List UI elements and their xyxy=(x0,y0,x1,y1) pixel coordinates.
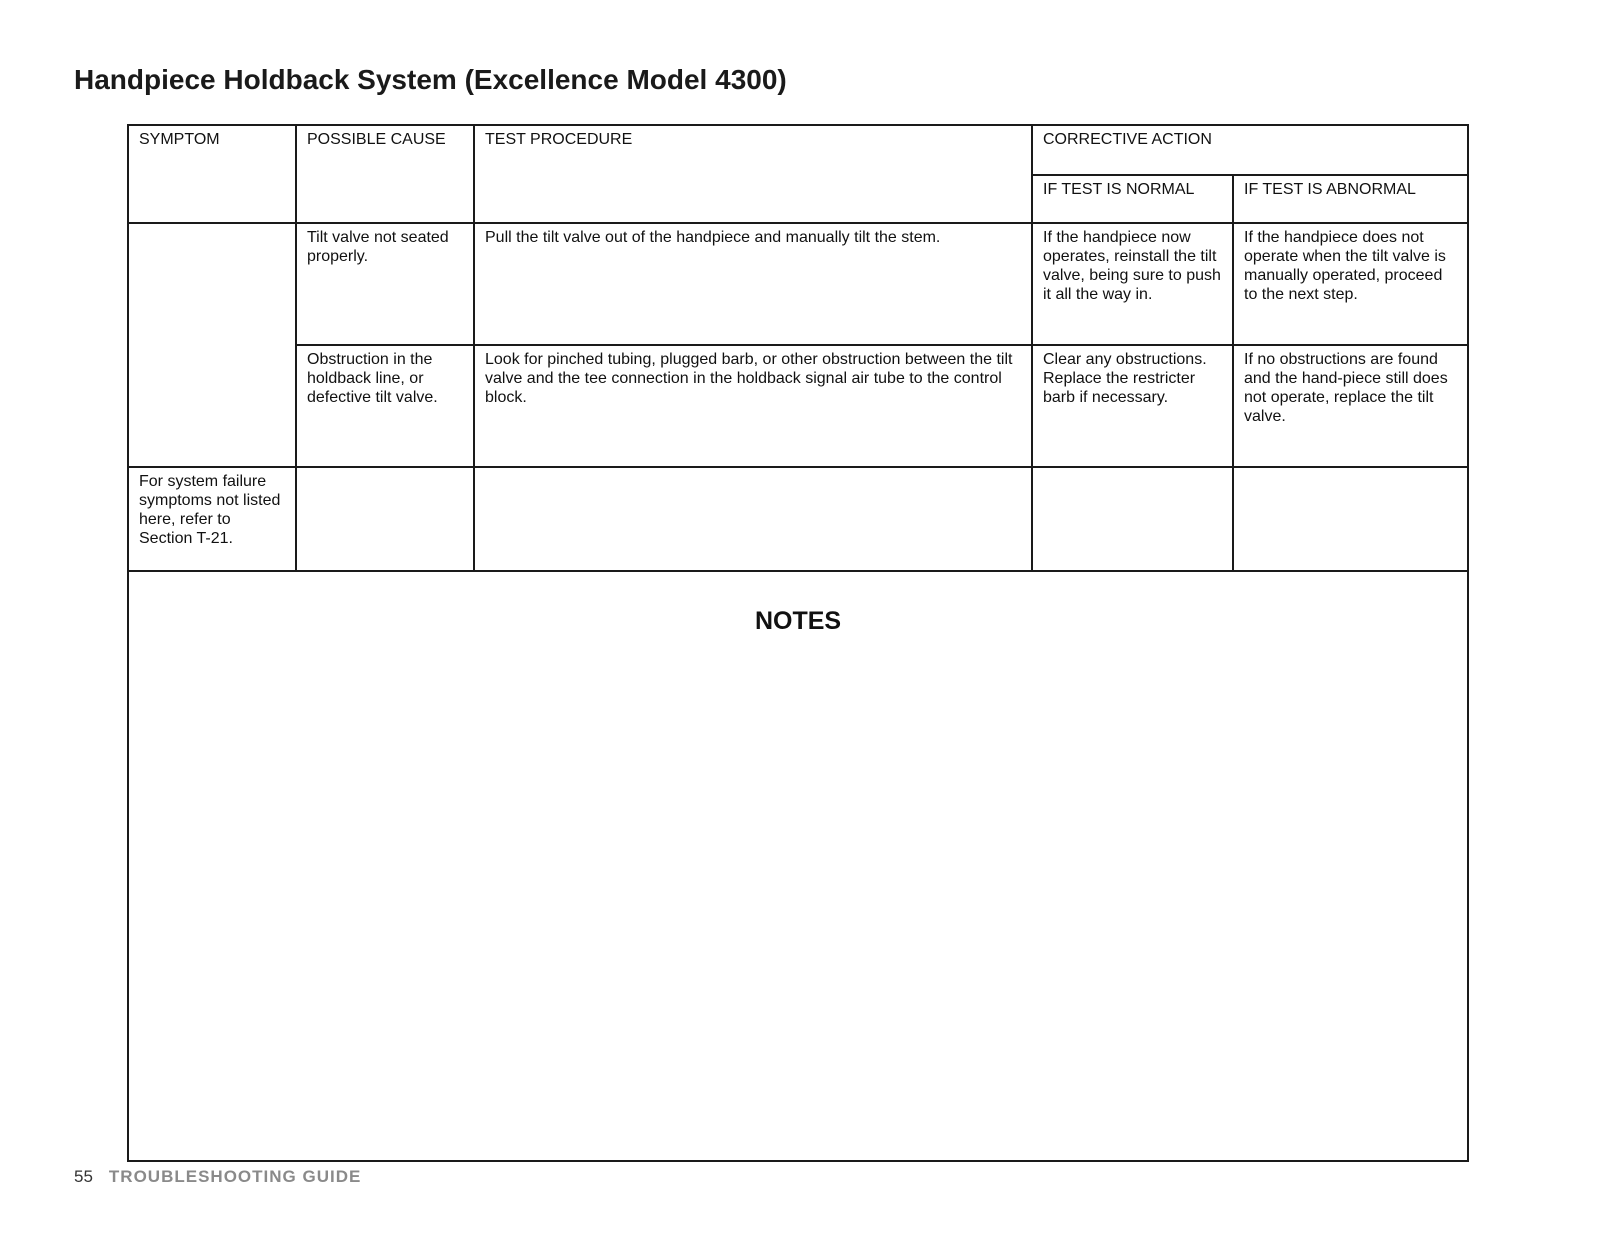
cause-cell xyxy=(296,467,474,571)
normal-cell: If the handpiece now operates, reinstall the tilt valve, being sure to push it all the way in. xyxy=(1032,223,1233,345)
normal-cell xyxy=(1032,467,1233,571)
table-row xyxy=(128,223,1468,345)
cause-cell: Tilt valve not seated properly. xyxy=(296,223,474,345)
page-footer xyxy=(74,1167,361,1187)
header-if-abnormal: IF TEST IS ABNORMAL xyxy=(1233,175,1468,223)
procedure-cell: Look for pinched tubing, plugged barb, or other obstruction between the tilt valve and the tee connection in the holdback signal air tube to the control block. xyxy=(474,345,1032,467)
notes-title: NOTES xyxy=(754,607,842,635)
page-title: Handpiece Holdback System (Excellence Model 4300) xyxy=(74,64,787,95)
troubleshooting-table xyxy=(127,124,1469,1162)
table-row xyxy=(128,345,1468,467)
header-if-normal: IF TEST IS NORMAL xyxy=(1032,175,1233,223)
symptom-cell xyxy=(128,223,296,467)
guide-label: TROUBLESHOOTING GUIDE xyxy=(108,1167,362,1186)
procedure-cell: Pull the tilt valve out of the handpiece and manually tilt the stem. xyxy=(474,223,1032,345)
symptom-cell: For system failure symptoms not listed here, refer to Section T-21. xyxy=(128,467,296,571)
header-test-procedure: TEST PROCEDURE xyxy=(474,125,1032,223)
cause-cell: Obstruction in the holdback line, or defective tilt valve. xyxy=(296,345,474,467)
normal-cell: Clear any obstructions. Replace the restricter barb if necessary. xyxy=(1032,345,1233,467)
header-possible-cause: POSSIBLE CAUSE xyxy=(296,125,474,223)
header-row xyxy=(128,125,1468,175)
header-symptom: SYMPTOM xyxy=(128,125,296,223)
abnormal-cell xyxy=(1233,467,1468,571)
header-corrective-action: CORRECTIVE ACTION xyxy=(1032,125,1468,175)
notes-row xyxy=(128,571,1468,1161)
procedure-cell xyxy=(474,467,1032,571)
page-number: 55 xyxy=(74,1167,93,1186)
table-row xyxy=(128,467,1468,571)
notes-area xyxy=(128,571,1468,1161)
abnormal-cell: If the handpiece does not operate when the tilt valve is manually operated, proceed to the next step. xyxy=(1233,223,1468,345)
abnormal-cell: If no obstructions are found and the hand-piece still does not operate, replace the tilt valve. xyxy=(1233,345,1468,467)
